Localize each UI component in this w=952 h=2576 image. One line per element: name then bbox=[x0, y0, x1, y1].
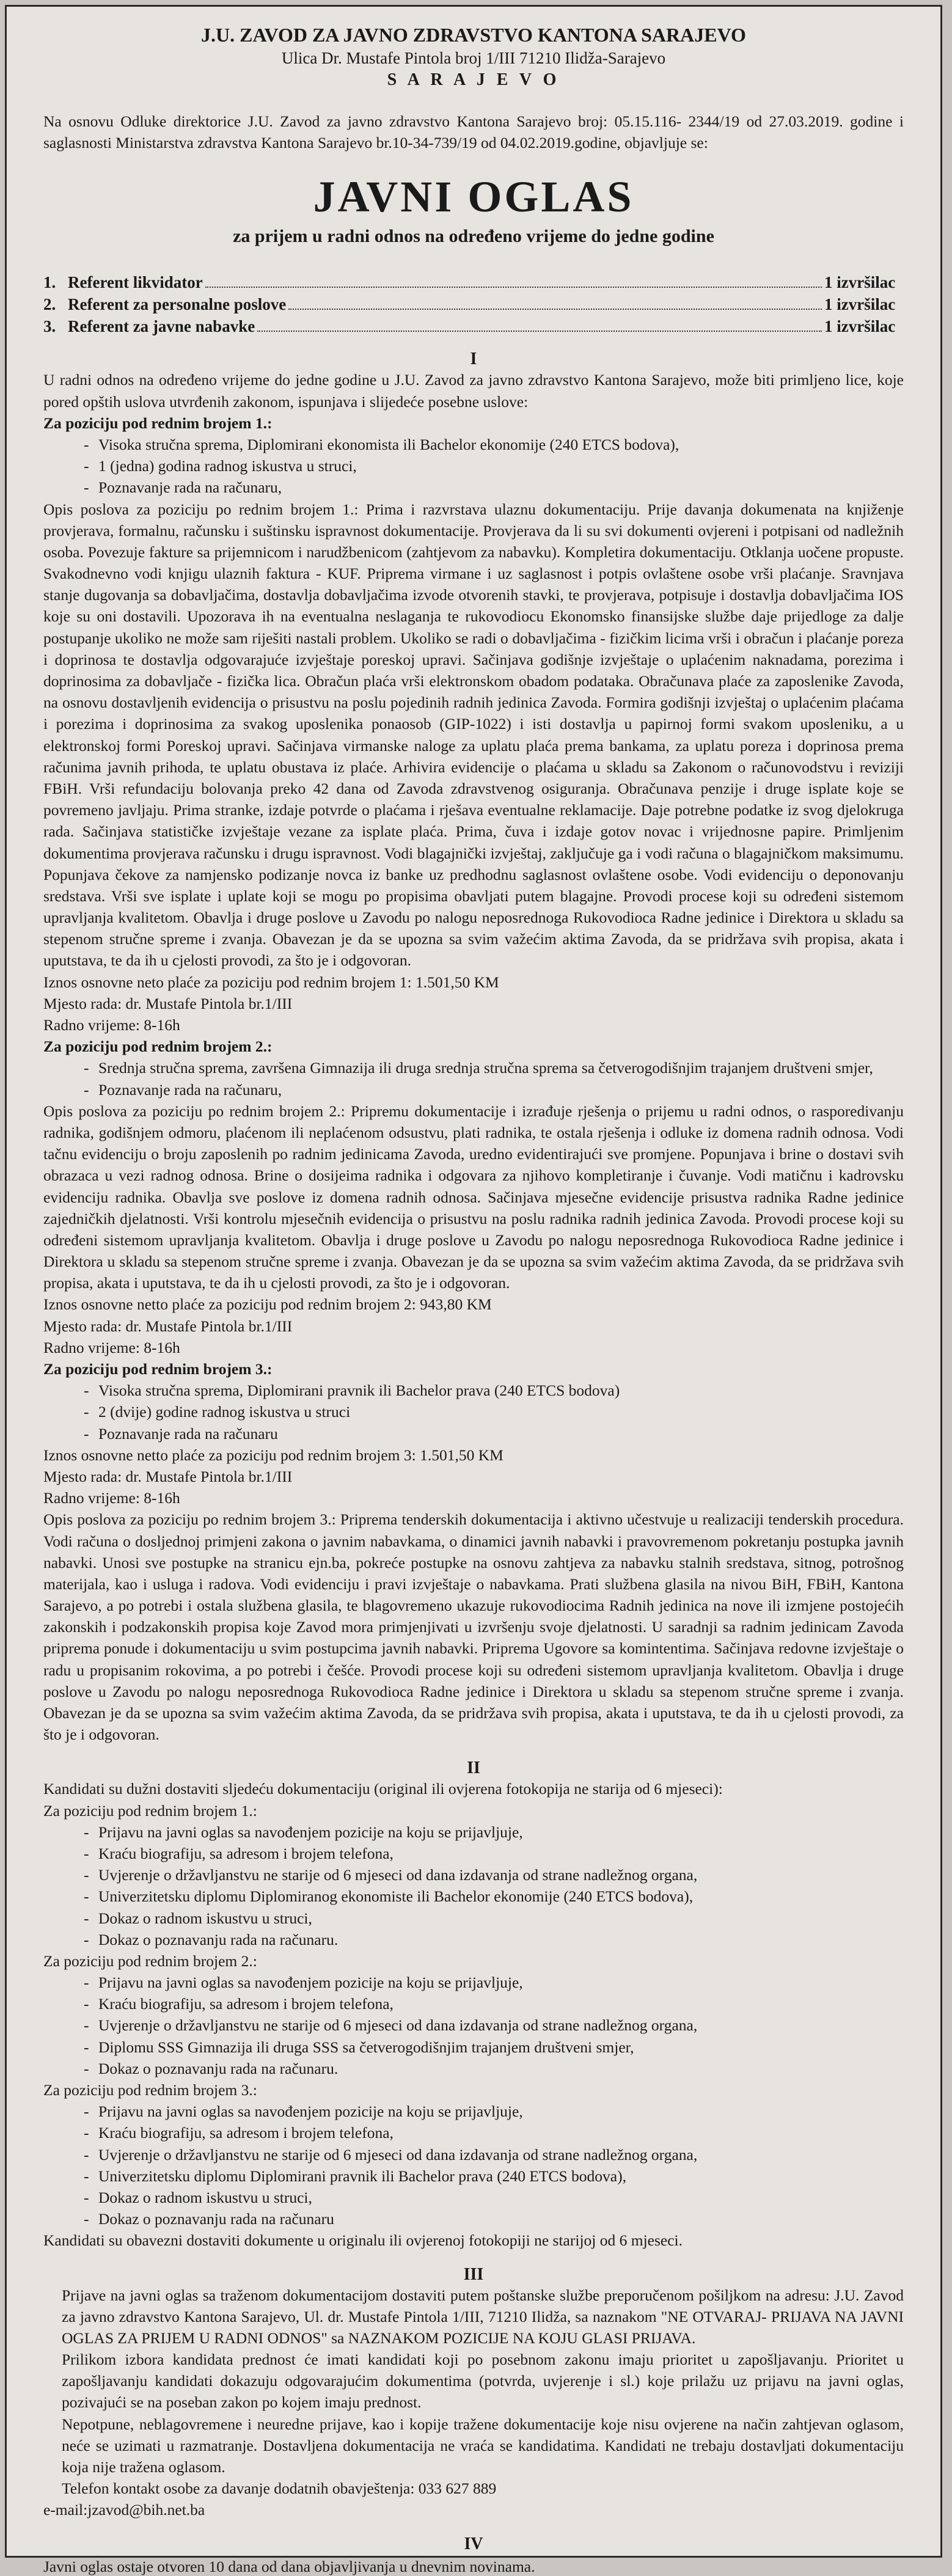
document-item: - Dokaz o radnom iskustvu u struci, bbox=[98, 1908, 904, 1929]
open-period-note: Javni oglas ostaje otvoren 10 dana od dana objavljivanja u dnevnim novinama. bbox=[43, 2557, 535, 2575]
position-row bbox=[43, 292, 904, 314]
documents-intro: Kandidati su dužni dostaviti sljedeću dokumentaciju (original ili ovjerena fotokopija ne starija od 6 mjeseci): bbox=[43, 1780, 723, 1798]
requirement-item: - Visoka stručna sprema, Diplomirani ekonomista ili Bachelor ekonomije (240 ETCS bodova), bbox=[98, 434, 904, 455]
positions-list bbox=[43, 270, 904, 336]
position-1-hours: Radno vrijeme: 8-16h bbox=[43, 1016, 180, 1034]
document-item: - Univerzitetsku diplomu Diplomirani pravnik ili Bachelor prava (240 ETCS bodova), bbox=[98, 2165, 904, 2187]
incomplete-note: Nepotpune, neblagovremene i neuredne prijave, kao i kopije tražene dokumentacije koje nisu ovjerene na način zahtjevan oglasom, neće se uzimati u razmatranje. Dostavljena dokumentacija ne vraća se kandidatima. Kandidati ne trebaju dostavljati dokumentaciju koja nije tražena oglasom. bbox=[62, 2415, 904, 2476]
requirement-item: - Visoka stručna sprema, Diplomirani pravnik ili Bachelor prava (240 ETCS bodova) bbox=[98, 1380, 904, 1401]
position-row bbox=[43, 314, 904, 336]
position-row bbox=[43, 270, 904, 292]
document-item: - Dokaz o poznavanju rada na računaru bbox=[98, 2208, 904, 2230]
document-item: - Kraću biografiju, sa adresom i brojem telefona, bbox=[98, 2122, 904, 2143]
section-intro: U radni odnos na određeno vrijeme do jedne godine u J.U. Zavod za javno zdravstvo Kantona Sarajevo, može biti primljeno lice, koje pored opštih uslova utvrđenih zakonom, ispunjava i slijedeće posebne uslove: bbox=[43, 371, 904, 411]
document-item: - Prijavu na javni oglas sa navođenjem pozicije na koju se prijavljuje, bbox=[98, 1821, 904, 1843]
document-item: - Prijavu na javni oglas sa navođenjem pozicije na koju se prijavljuje, bbox=[98, 1972, 904, 1993]
documents-position-2-list bbox=[43, 1972, 904, 2079]
requirement-item: - 2 (dvije) godine radnog iskustva u struci bbox=[98, 1401, 904, 1422]
organization-address: Ulica Dr. Mustafe Pintola broj 1/III 71210 Ilidža-Sarajevo bbox=[281, 49, 666, 67]
document-item: - Prijavu na javni oglas sa navođenjem pozicije na koju se prijavljuje, bbox=[98, 2101, 904, 2122]
position-3-salary: Iznos osnovne netto plaće za poziciju pod rednim brojem 3: 1.501,50 KM bbox=[43, 1446, 503, 1464]
position-3-requirements bbox=[43, 1380, 904, 1444]
leader-dots bbox=[205, 287, 822, 288]
requirement-item: - Poznavanje rada na računaru, bbox=[98, 477, 904, 498]
position-2-salary: Iznos osnovne netto plaće za poziciju pod rednim brojem 2: 943,80 KM bbox=[43, 1295, 492, 1314]
section-heading: IV bbox=[464, 2534, 483, 2553]
position-3-heading: Za poziciju pod rednim brojem 3.: bbox=[43, 1360, 273, 1378]
requirement-item: - Poznavanje rada na računaru bbox=[98, 1423, 904, 1444]
documents-position-2-heading: Za poziciju pod rednim brojem 2.: bbox=[43, 1952, 257, 1970]
documents-position-1-heading: Za poziciju pod rednim brojem 1.: bbox=[43, 1801, 257, 1820]
position-count: 1 izvršilac bbox=[824, 295, 896, 314]
priority-note: Prilikom izbora kandidata prednost će imati kandidati koji po posebnom zakonu imaju prioritet u zapošljavanju. Prioritet u zapošljavanju kandidati dokazuju odgovarajućim dokumentima (potvrda, uvjerenje i sl.) koje prilažu uz prijavu na javni oglas, pozivajući se na poseban zakon po kojem imaju prednost. bbox=[62, 2351, 904, 2412]
position-1-salary: Iznos osnovne neto plaće za poziciju pod rednim brojem 1: 1.501,50 KM bbox=[43, 973, 499, 991]
document-item: - Dokaz o poznavanju rada na računaru. bbox=[98, 2058, 904, 2079]
document-item: - Uvjerenje o državljanstvu ne starije od 6 mjeseci od dana izdavanja od strane nadležnog organa, bbox=[98, 1864, 904, 1886]
documents-position-3-heading: Za poziciju pod rednim brojem 3.: bbox=[43, 2081, 257, 2099]
document-item: - Kraću biografiju, sa adresom i brojem telefona, bbox=[98, 1843, 904, 1864]
document-item: - Univerzitetsku diplomu Diplomiranog ekonomiste ili Bachelor ekonomije (240 ETCS bodova), bbox=[98, 1886, 904, 1907]
application-address: Prijave na javni oglas sa traženom dokumentacijom dostaviti putem poštanske službe preporučenom pošiljkom na adresu: J.U. Zavod za javno zdravstvo Kantona Sarajevo, Ul. dr. Mustafe Pintola 1/III, 71210 Ilidža, sa naznakom "NE OTVARAJ- PRIJAVA NA JAVNI OGLAS ZA PRIJEM U RADNI ODNOS" sa NAZNAKOM POZICIJE NA KOJU GLASI PRIJAVA. bbox=[62, 2286, 904, 2347]
requirement-item: - Srednja stručna sprema, završena Gimnazija ili druga srednja stručna sprema sa četverogodišnjim trajanjem društveni smjer, bbox=[98, 1057, 904, 1078]
requirement-item: - Poznavanje rada na računaru, bbox=[98, 1079, 904, 1100]
position-name: Referent za javne nabavke bbox=[68, 317, 255, 336]
announcement-page bbox=[5, 5, 942, 2575]
position-number: 1. bbox=[43, 273, 56, 292]
position-name: Referent likvidator bbox=[68, 273, 203, 292]
header bbox=[43, 24, 904, 90]
position-2-hours: Radno vrijeme: 8-16h bbox=[43, 1338, 180, 1356]
section-heading: III bbox=[463, 2264, 484, 2284]
requirement-item: - 1 (jedna) godina radnog iskustva u struci, bbox=[98, 455, 904, 477]
position-2-description: Opis poslova za poziciju po rednim brojem 2.: Pripremu dokumentacije i izrađuje rješenja o prijemu u radni odnos, o rasporedivanju radnika, godišnjem odmoru, plaćenom ili neplaćenom odsustvu, plati radnika, te ostala rješenja i odluke iz domena radnih odnosa. Vodi tačnu evidenciju o broju zaposlenih po radnim jedinicama Zavoda, uredno evidentirajući sve promjene. Popunjava i brine o dostavi svih obrazaca u vezi radnog odnosa. Brine o dosijeima radnika i odgovara za njihovo kompletiranje i čuvanje. Vodi matičnu i kadrovsku evidenciju radnika. Obavlja sve poslove iz domena radnih odnosa. Sačinjava mjesečne evidencije prisustva radnika Radne jedinice zajedničkih djelatnosti. Vrši kontrolu mjesečnih evidencija o prisustvu na poslu radnika radnih jedinica Zavoda. Provodi procese koji su određeni sistemom upravljanja kvalitetom. Obavlja i druge poslove u Zavodu po nalogu neposrednoga Rukovodioca Radne jedinice i Direktora u skladu sa stepenom stručne spreme i zvanja. Obavezan je da se upozna sa svim važećim aktima Zavoda, da se pridržava svih propisa, akata i uputstava, te da ih u cjelosti provodi, za što je i odgovoran. bbox=[43, 1102, 904, 1292]
position-count: 1 izvršilac bbox=[824, 317, 896, 336]
position-number: 2. bbox=[43, 295, 56, 314]
document-item: - Uvjerenje o državljanstvu ne starije od 6 mjeseci od dana izdavanja od strane nadležnog organa, bbox=[98, 2144, 904, 2165]
position-1-location: Mjesto rada: dr. Mustafe Pintola br.1/III bbox=[43, 994, 293, 1012]
position-number: 3. bbox=[43, 317, 56, 336]
position-2-heading: Za poziciju pod rednim brojem 2.: bbox=[43, 1037, 273, 1056]
document-item: - Dokaz o radnom iskustvu u struci, bbox=[98, 2187, 904, 2208]
position-3-description: Opis poslova za poziciju po rednim brojem 3.: Priprema tenderskih dokumentacija i aktivno učestvuje u realizaciji tenderskih procedura. Vodi računa o dosljednoj primjeni zakona o javnim nabavkama, o dinamici javnih nabavki i pravovremenom pokretanju postupka javnih nabavki. Unosi sve postupke na stranicu ejn.ba, pokreće postupke na osnovu zahtjeva za nabavku stalnih sredstava, sitnog, potrošnog materijala, kao i usluga i radova. Vodi evidenciju i pravi izvještaje o nabavkama. Prati službena glasila na nivou BiH, FBiH, Kantona Sarajevo, a po potrebi i ostala službena glasila, te blagovremeno ukazuje rukovodiocima Radnih jedinica na nove ili izmjene postojećih zakonskih i podzakonskih propisa koje Zavod mora primjenjivati u izvršenju svoje djelatnosti. U saradnji sa radnim jedinicam Zavoda priprema ponude i dokumentaciju u svim postupcima javnih nabavki. Priprema Ugovore sa komintentima. Sačinjava redovne izvještaje o radu u propisanim rokovima, a po potrebi i češće. Provodi procese koji su određeni sistemom upravljanja kvalitetom. Obavlja i druge poslove u Zavodu po nalogu neposrednoga Rukovodioca Radne jedinice i Direktora u skladu sa stepenom stručne spreme i zvanja. Obavezan je da se upozna sa svim važećim aktima Zavoda, da se pridržava svih propisa, akata i uputstava, te da ih u cjelosti provodi, za što je i odgovoran. bbox=[43, 1510, 904, 1744]
section-heading: II bbox=[467, 1758, 480, 1778]
leader-dots bbox=[288, 309, 822, 310]
document-item: - Kraću biografiju, sa adresom i brojem telefona, bbox=[98, 1993, 904, 2014]
intro-text: Na osnovu Odluke direktorice J.U. Zavod za javno zdravstvo Kantona Sarajevo broj: 05.15.116- 2344/19 od 27.03.2019. godine i saglasnosti Ministarstva zdravstva Kantona Sarajevo br.10-34-739/19 od 04.02.2019.godine, objavljuje se: bbox=[43, 112, 904, 152]
position-1-description: Opis poslova za poziciju po rednim brojem 1.: Prima i razvrstava ulaznu dokumentaciju. Prije davanja dokumenata na knjiženje provjerava, formalnu, računsku i suštinsku ispravnost dokumentacije. Provjerava da li su svi dokumenti ovjereni i potpisani od nadležnih osoba. Povezuje fakture sa prijemnicom i narudžbenicom (zahtjevom za nabavku). Kompletira dokumentaciju. Otklanja uočene propuste. Svakodnevno vodi knjigu ulaznih faktura - KUF. Priprema virmane i uz saglasnost i potpis ovlaštene osobe vrši plaćanje. Sravnjava stanje dugovanja sa dobavljačima, dostavlja dobavljačima izvode otvorenih stavki, te provjerava, potpisuje i dostavlja dobavljačima IOS koje su oni dostavili. Upozorava ih na eventualna neslaganja te rukovodiocu Ekonomsko finansijske službe daje prijedloge za dalje postupanje ukoliko ne može sam riješiti nastali problem. Ukoliko se radi o dobavljačima - fizičkim licima vrši i obračun i plaćanje poreza i doprinosa te dostavlja odgovarajuće izvještaje poreskoj upravi. Sačinjava godišnje izvještaje o uplaćenim naknadama, porezima i doprinosima za dobavljače - fizička lica. Obračun plaća vrši elektronskom obadom podataka. Obračunava plaće za zaposlenike Zavoda, na osnovu dostavljenih evidencija o prisustvu na poslu pojedinih radnih jedinica Zavoda. Formira godišnji izvještaj o uplaćenim plaćama i porezima i doprinosima za svakog uposlenika ponaosob (GIP-1022) i isti dostavlja u papirnoj formi svakom uposleniku, a u elektronskoj formi Poreskoj upravi. Sačinjava virmanske naloge za uplatu plaća prema bankama, za uplatu poreza i doprinosa prema računima javnih prihoda, te uplatu obustava iz plaće. Arhivira evidencije o plaćama u skladu sa Zakonom o računovodstvu i reviziji FBiH. Vrši refundaciju bolovanja preko 42 dana od Zavoda zdravstvenog osiguranja. Obračunava penzije i druge isplate koje se povremeno javljaju. Prima stranke, izdaje potvrde o plaćama i rješava eventualne reklamacije. Daje potrebne podatke iz svog djelokruga rada. Sačinjava statističke izvještaje vezane za isplate plaća. Prima, čuva i izdaje gotov novac i vrijednosne papire. Primljenim dokumentima provjerava računsku i drugu ispravnost. Vodi blagajnički izvještaj, zaključuje ga i vodi računa o blagajničkom maksimumu. Popunjava čekove za namjensko podizanje novca iz banke uz predhodnu saglasnost ovlaštene osobe. Vodi evidenciju o deponovanju sredstava. Vrši sve isplate i uplate koji se mogu po propisima obavljati putem blagajne. Provodi procese koji su određeni sistemom upravljanja kvalitetom. Obavlja i druge poslove u Zavodu po nalogu neposrednoga Rukovodioca Radne jedinice i Direktora u skladu sa stepenom stručne spreme i zvanja. Obavezan je da se upozna sa svim važećim aktima Zavoda, da se pridržava svih propisa, akata i uputstava, te da ih u cjelosti provodi, za što je i odgovoran. bbox=[43, 500, 904, 970]
position-2-requirements bbox=[43, 1057, 904, 1100]
page-title: JAVNI OGLAS bbox=[313, 172, 634, 222]
documents-closing: Kandidati su obavezni dostaviti dokumente u originalu ili ovjerenoj fotokopiji ne starijoj od 6 mjeseci. bbox=[43, 2231, 683, 2250]
position-3-location: Mjesto rada: dr. Mustafe Pintola br.1/III bbox=[43, 1467, 293, 1485]
contact-phone: Telefon kontakt osobe za davanje dodatnih obavještenja: 033 627 889 bbox=[62, 2479, 497, 2498]
document-item: - Dokaz o poznavanju rada na računaru. bbox=[98, 1929, 904, 1950]
organization-name: J.U. ZAVOD ZA JAVNO ZDRAVSTVO KANTONA SARAJEVO bbox=[201, 24, 746, 46]
page-subtitle: za prijem u radni odnos na određeno vrijeme do jedne godine bbox=[233, 226, 714, 247]
position-1-heading: Za poziciju pod rednim brojem 1.: bbox=[43, 414, 273, 432]
position-1-requirements bbox=[43, 434, 904, 499]
position-count: 1 izvršilac bbox=[824, 273, 896, 292]
position-2-location: Mjesto rada: dr. Mustafe Pintola br.1/III bbox=[43, 1317, 293, 1335]
contact-email: e-mail:jzavod@bih.net.ba bbox=[43, 2501, 205, 2519]
document-item: - Diplomu SSS Gimnazija ili druga SSS sa četverogodišnjim trajanjem društveni smjer, bbox=[98, 2036, 904, 2058]
position-3-hours: Radno vrijeme: 8-16h bbox=[43, 1489, 180, 1507]
documents-position-3-list bbox=[43, 2101, 904, 2230]
position-name: Referent za personalne poslove bbox=[68, 295, 287, 314]
documents-position-1-list bbox=[43, 1821, 904, 1950]
document-item: - Uvjerenje o državljanstvu ne starije od 6 mjeseci od dana izdavanja od strane nadležnog organa, bbox=[98, 2014, 904, 2036]
organization-city: S A R A J E V O bbox=[387, 70, 560, 89]
section-heading: I bbox=[470, 349, 477, 369]
leader-dots bbox=[257, 331, 822, 332]
